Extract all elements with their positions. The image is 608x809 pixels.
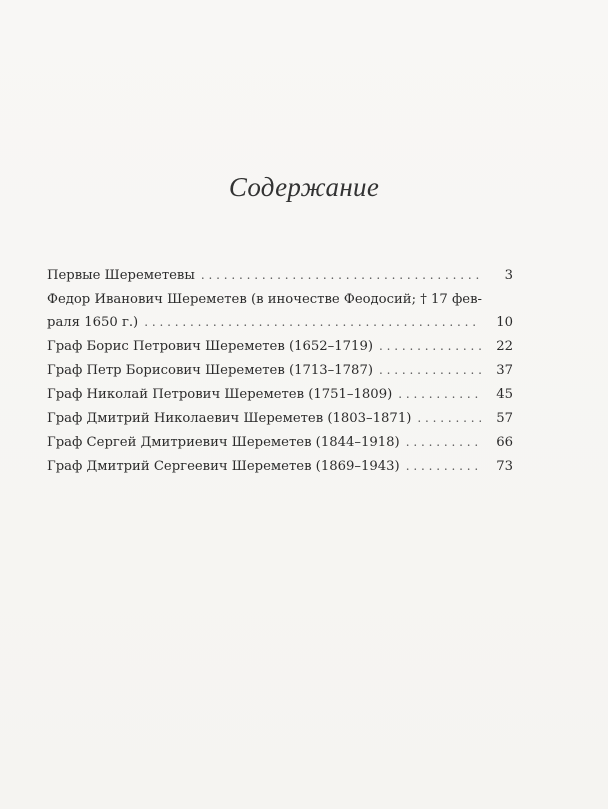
toc-entry[interactable] <box>47 383 513 406</box>
toc-page-number: 66 <box>496 435 513 450</box>
toc-entry[interactable] <box>47 455 513 478</box>
toc-page-number: 10 <box>496 315 513 330</box>
dot-leader <box>417 407 481 430</box>
toc-entry-title: Первые Шереметевы <box>47 268 195 283</box>
toc-page-number: 22 <box>496 339 513 354</box>
toc-entry-title: Граф Дмитрий Николаевич Шереметев (1803–1871) <box>47 411 412 426</box>
dot-leader <box>406 455 481 478</box>
toc-entry-title-line2: раля 1650 г.) <box>47 315 139 330</box>
toc-entry-title: Граф Дмитрий Сергеевич Шереметев (1869–1943) <box>47 459 400 474</box>
dot-leader <box>379 335 481 358</box>
toc-page-number: 3 <box>504 268 513 283</box>
table-of-contents <box>47 264 513 479</box>
toc-page-number: 57 <box>496 411 513 426</box>
dot-leader <box>406 431 481 454</box>
toc-entry[interactable] <box>47 288 513 334</box>
toc-page-number: 37 <box>496 363 513 378</box>
toc-entry-title: Граф Петр Борисович Шереметев (1713–1787) <box>47 363 373 378</box>
toc-entry-title: Граф Николай Петрович Шереметев (1751–1809) <box>47 387 393 402</box>
toc-entry-title: Граф Сергей Дмитриевич Шереметев (1844–1918) <box>47 435 400 450</box>
dot-leader <box>379 359 481 382</box>
dot-leader <box>398 383 481 406</box>
toc-entry-title-line1: Федор Иванович Шереметев (в иночестве Феодосий; † 17 фев- <box>47 292 482 307</box>
toc-entry[interactable] <box>47 335 513 358</box>
toc-page-number: 45 <box>496 387 513 402</box>
toc-entry[interactable] <box>47 431 513 454</box>
toc-page-number: 73 <box>496 459 513 474</box>
toc-entry[interactable] <box>47 407 513 430</box>
dot-leader <box>201 264 481 287</box>
dot-leader <box>144 311 481 334</box>
page-title: Содержание <box>228 172 380 202</box>
toc-entry[interactable] <box>47 359 513 382</box>
toc-entry[interactable] <box>47 264 513 287</box>
toc-entry-title: Граф Борис Петрович Шереметев (1652–1719) <box>47 339 373 354</box>
